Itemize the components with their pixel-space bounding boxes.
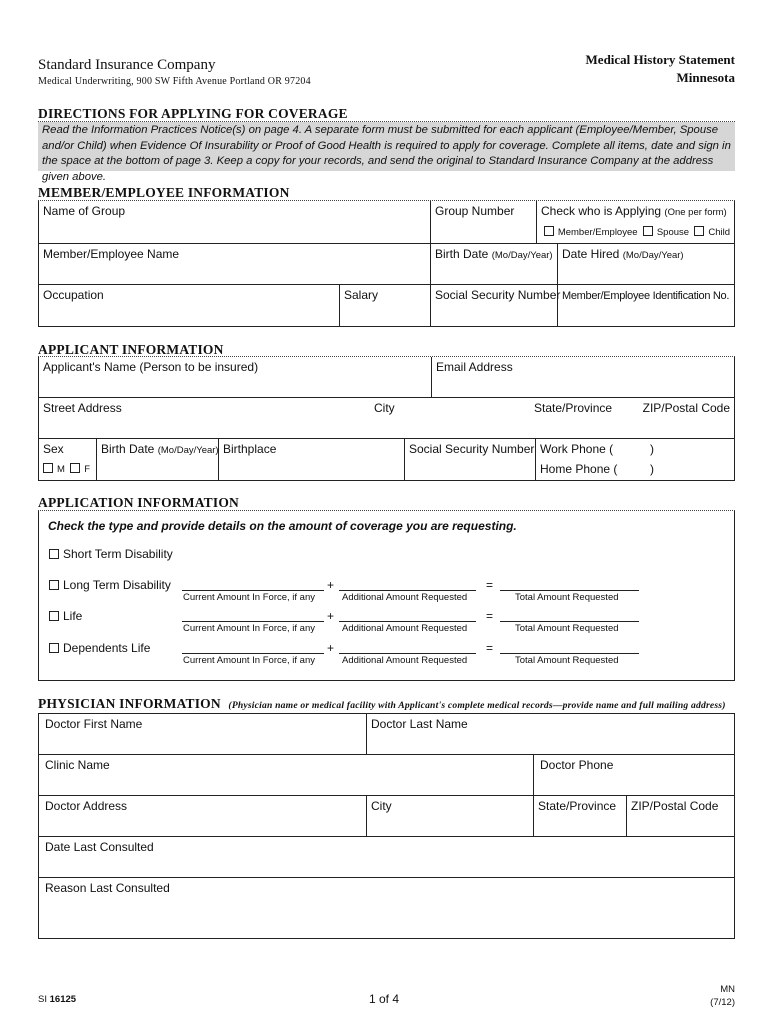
physician-title: PHYSICIAN INFORMATION (Physician name or medical facility with Applicant's complete medical records—provide name and full mailing address) <box>38 696 726 711</box>
street-address-field[interactable] <box>39 398 734 439</box>
ltd-total-caption: Total Amount Requested <box>515 592 619 603</box>
life-total-line[interactable] <box>500 621 639 622</box>
state-label: State/Province <box>534 401 613 415</box>
birthplace-label: Birthplace <box>223 442 277 456</box>
spouse-checkbox[interactable] <box>643 226 653 236</box>
date-hired-label: Date Hired (Mo/Day/Year) <box>562 247 684 261</box>
life-additional-caption: Additional Amount Requested <box>342 623 468 634</box>
reason-last-consulted-label: Reason Last Consulted <box>45 881 170 895</box>
life-total-caption: Total Amount Requested <box>515 623 619 634</box>
doctor-phone-label: Doctor Phone <box>540 758 614 772</box>
applicant-ssn-label: Social Security Number <box>409 442 535 456</box>
occupation-field[interactable] <box>39 285 340 326</box>
sex-m-label: M <box>57 464 65 475</box>
dep-life-checkbox[interactable] <box>49 643 59 653</box>
dep-life-current-line[interactable] <box>182 653 324 654</box>
form-title: Medical History Statement <box>585 52 735 67</box>
sex-f-checkbox[interactable] <box>70 463 80 473</box>
doctor-zip-label: ZIP/Postal Code <box>631 799 719 813</box>
dep-life-equals: = <box>486 641 494 655</box>
member-ssn-label: Social Security Number <box>435 288 561 302</box>
reason-last-consulted-field[interactable] <box>39 878 734 938</box>
doctor-city-label: City <box>371 799 392 813</box>
email-label: Email Address <box>436 360 513 374</box>
page-number: 1 of 4 <box>369 992 400 1006</box>
dep-life-additional-caption: Additional Amount Requested <box>342 655 468 666</box>
applicant-birth-date-field[interactable] <box>97 439 219 480</box>
phone-field[interactable] <box>536 439 734 480</box>
application-title: APPLICATION INFORMATION <box>38 495 239 510</box>
sex-m-checkbox[interactable] <box>43 463 53 473</box>
work-phone-label: Work Phone ( ) <box>540 442 654 456</box>
member-id-label: Member/Employee Identification No. <box>562 290 730 302</box>
zip-label: ZIP/Postal Code <box>642 401 730 415</box>
ltd-plus: + <box>327 578 335 592</box>
birthplace-field[interactable] <box>219 439 405 480</box>
dep-life-option[interactable] <box>49 641 150 655</box>
member-birth-date-field[interactable] <box>431 244 558 285</box>
ltd-additional-line[interactable] <box>339 590 476 591</box>
name-of-group-field[interactable] <box>39 201 431 244</box>
group-number-label: Group Number <box>435 204 515 218</box>
member-checkbox[interactable] <box>544 226 554 236</box>
child-option-label: Child <box>708 227 730 238</box>
ltd-equals: = <box>486 578 494 592</box>
dep-life-total-caption: Total Amount Requested <box>515 655 619 666</box>
life-current-caption: Current Amount In Force, if any <box>183 623 316 634</box>
spouse-option-label: Spouse <box>656 227 690 238</box>
directions-title: DIRECTIONS FOR APPLYING FOR COVERAGE <box>38 106 348 121</box>
doctor-zip-field[interactable] <box>627 796 734 837</box>
life-option[interactable] <box>49 609 82 623</box>
check-who-label: Check who is Applying (One per form) <box>541 204 727 218</box>
applicant-name-field[interactable] <box>39 357 432 398</box>
std-label: Short Term Disability <box>63 547 173 561</box>
member-ssn-field[interactable] <box>431 285 561 326</box>
application-instruction: Check the type and provide details on the amount of coverage you are requesting. <box>48 519 517 533</box>
applicant-title: APPLICANT INFORMATION <box>38 342 224 357</box>
dep-life-total-line[interactable] <box>500 653 639 654</box>
applicant-name-label: Applicant's Name (Person to be insured) <box>43 360 259 374</box>
doctor-phone-field[interactable] <box>534 755 734 796</box>
doctor-address-label: Doctor Address <box>45 799 128 813</box>
std-checkbox[interactable] <box>49 549 59 559</box>
applicant-ssn-field[interactable] <box>405 439 536 480</box>
dep-life-plus: + <box>327 641 335 655</box>
application-form <box>38 511 735 681</box>
life-label: Life <box>63 609 83 623</box>
doctor-state-field[interactable] <box>534 796 627 837</box>
member-name-label: Member/Employee Name <box>43 247 180 261</box>
company-name: Standard Insurance Company <box>38 57 216 73</box>
company-address: Medical Underwriting, 900 SW Fifth Avenue Portland OR 97204 <box>38 76 311 87</box>
physician-note: (Physician name or medical facility with Applicant's complete medical records—provide name and full mailing address) <box>228 700 726 711</box>
applicant-form <box>38 357 735 481</box>
member-name-field[interactable] <box>39 244 431 285</box>
applicant-birth-date-label: Birth Date (Mo/Day/Year) <box>101 442 219 456</box>
footer-revision: (7/12) <box>710 997 735 1008</box>
member-option-label: Member/Employee <box>557 227 638 238</box>
clinic-name-label: Clinic Name <box>45 758 110 772</box>
date-last-consulted-field[interactable] <box>39 837 734 878</box>
ltd-checkbox[interactable] <box>49 580 59 590</box>
doctor-address-field[interactable] <box>39 796 367 837</box>
ltd-total-line[interactable] <box>500 590 639 591</box>
ltd-additional-caption: Additional Amount Requested <box>342 592 468 603</box>
ltd-label: Long Term Disability <box>63 578 171 592</box>
street-address-label: Street Address <box>43 401 122 415</box>
ltd-current-caption: Current Amount In Force, if any <box>183 592 316 603</box>
ltd-current-line[interactable] <box>182 590 324 591</box>
doctor-last-name-field[interactable] <box>367 714 734 755</box>
dep-life-additional-line[interactable] <box>339 653 476 654</box>
ltd-option[interactable] <box>49 578 171 592</box>
name-of-group-label: Name of Group <box>43 204 126 218</box>
doctor-first-name-field[interactable] <box>39 714 367 755</box>
life-equals: = <box>486 609 494 623</box>
check-who-applying <box>537 201 734 244</box>
dep-life-label: Dependents Life <box>63 641 151 655</box>
salary-field[interactable] <box>340 285 431 326</box>
life-checkbox[interactable] <box>49 611 59 621</box>
dep-life-current-caption: Current Amount In Force, if any <box>183 655 316 666</box>
form-state: Minnesota <box>676 70 735 85</box>
directions-text: Read the Information Practices Notice(s) on page 4. A separate form must be submitted for each applicant (Employee/Member, Spouse and/or Child) when Evidence Of Insurability or Proof of Good Health is required to apply for coverage. Complete all items, date and sign in the space at the bottom of page 3. Keep a copy for your records, and send the original to Standard Insurance Company at the address given above. <box>38 122 735 171</box>
member-id-field[interactable] <box>558 285 734 326</box>
life-current-line[interactable] <box>182 621 324 622</box>
email-field[interactable] <box>432 357 734 398</box>
std-option[interactable] <box>49 547 173 561</box>
date-last-consulted-label: Date Last Consulted <box>45 840 154 854</box>
occupation-label: Occupation <box>43 288 104 302</box>
city-label: City <box>374 401 395 415</box>
life-plus: + <box>327 609 335 623</box>
sex-field <box>39 439 97 480</box>
member-form <box>38 201 735 327</box>
doctor-last-name-label: Doctor Last Name <box>371 717 468 731</box>
physician-form <box>38 713 735 939</box>
salary-label: Salary <box>344 288 379 302</box>
home-phone-label: Home Phone ( ) <box>540 462 654 476</box>
member-birth-date-label: Birth Date (Mo/Day/Year) <box>435 247 553 261</box>
doctor-state-label: State/Province <box>538 799 617 813</box>
clinic-name-field[interactable] <box>39 755 534 796</box>
sex-label: Sex <box>43 442 64 456</box>
group-number-field[interactable] <box>431 201 537 244</box>
sex-f-label: F <box>84 464 91 475</box>
child-checkbox[interactable] <box>694 226 704 236</box>
doctor-city-field[interactable] <box>367 796 534 837</box>
life-additional-line[interactable] <box>339 621 476 622</box>
date-hired-field[interactable] <box>558 244 734 285</box>
form-number: SI 16125 <box>38 994 77 1005</box>
footer-state-code: MN <box>720 984 735 995</box>
doctor-first-name-label: Doctor First Name <box>45 717 143 731</box>
member-title: MEMBER/EMPLOYEE INFORMATION <box>38 185 290 200</box>
